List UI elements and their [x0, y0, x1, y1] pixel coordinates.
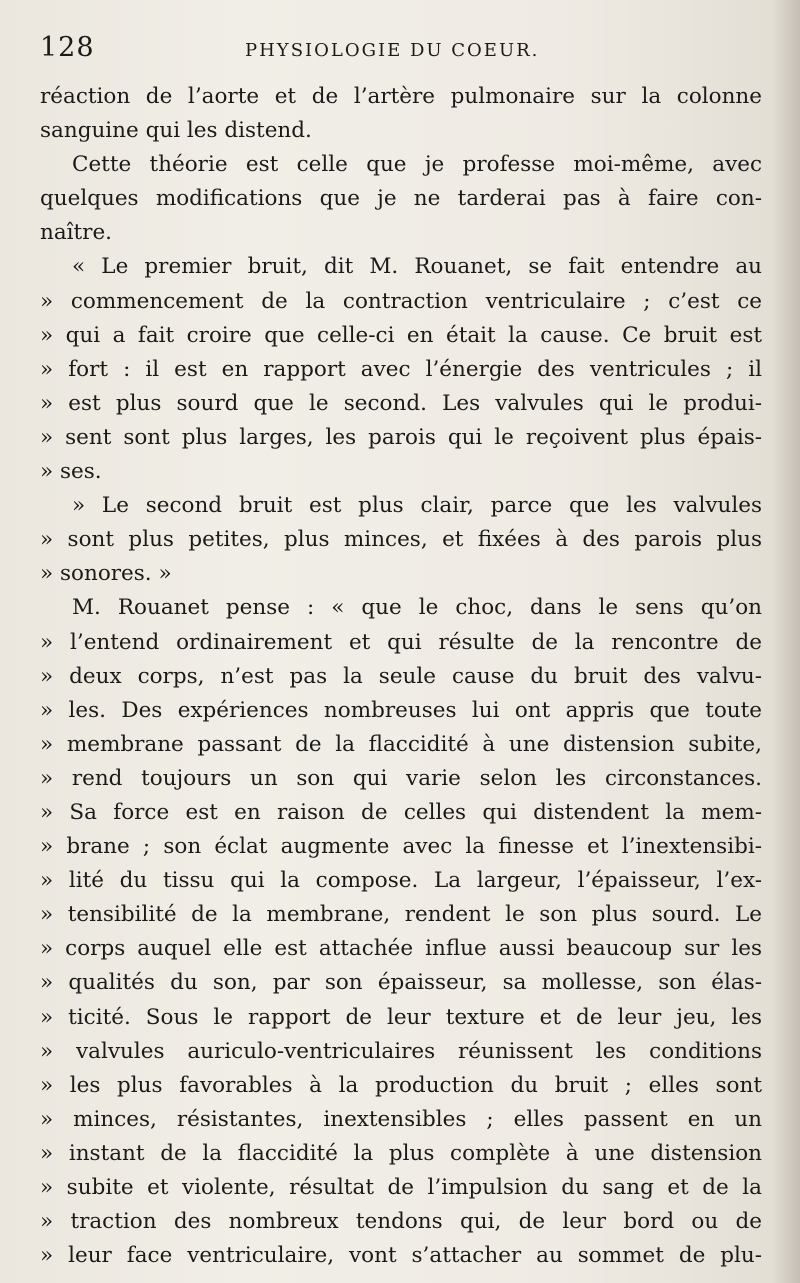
text-line: » les plus favorables à la production du bruit ; elles sont [40, 1072, 762, 1098]
text-line: » rend toujours un son qui varie selon les circonstances. [40, 765, 762, 791]
text-line: » subite et violente, résultat de l’impulsion du sang et de la [40, 1175, 762, 1200]
text-line: » sent sont plus larges, les parois qui le reçoivent plus épais- [40, 424, 762, 450]
running-title: PHYSIOLOGIE DU COEUR. [245, 40, 540, 61]
text-line: » Le second bruit est plus clair, parce que les valvules [72, 493, 762, 519]
text-line: M. Rouanet pense : « que le choc, dans le sens qu’on [72, 595, 762, 621]
text-line: quelques modifications que je ne tarderai pas à faire con- [40, 186, 762, 212]
text-line: » qualités du son, par son épaisseur, sa mollesse, son élas- [40, 970, 762, 996]
page-number: 128 [40, 32, 95, 63]
text-line: » tensibilité de la membrane, rendent le son plus sourd. Le [40, 902, 762, 928]
text-line: » brane ; son éclat augmente avec la finesse et l’inextensibi- [40, 834, 762, 860]
text-line: » instant de la flaccidité la plus complète à une distension [40, 1140, 762, 1166]
text-line: » lité du tissu qui la compose. La largeur, l’épaisseur, l’ex- [40, 868, 762, 894]
text-line: » l’entend ordinairement et qui résulte de la rencontre de [40, 629, 762, 655]
text-line: » est plus sourd que le second. Les valvules qui le produi- [40, 390, 762, 416]
text-line: » Sa force est en raison de celles qui distendent la mem- [40, 799, 762, 825]
text-line: » corps auquel elle est attachée influe aussi beaucoup sur les [40, 936, 762, 962]
text-line: » leur face ventriculaire, vont s’attacher au sommet de plu- [40, 1243, 762, 1269]
text-line: » ticité. Sous le rapport de leur texture et de leur jeu, les [40, 1004, 762, 1030]
page-edge-shadow [772, 0, 800, 1283]
text-line: » sonores. » [40, 561, 172, 587]
text-line: » qui a fait croire que celle-ci en était la cause. Ce bruit est [40, 322, 762, 348]
text-line: réaction de l’aorte et de l’artère pulmonaire sur la colonne [40, 84, 762, 109]
body-text [40, 80, 762, 1273]
text-line: Cette théorie est celle que je professe moi-même, avec [72, 152, 762, 178]
text-line: « Le premier bruit, dit M. Rouanet, se fait entendre au [72, 254, 762, 280]
page-header [40, 32, 760, 72]
text-line: » membrane passant de la flaccidité à une distension subite, [40, 731, 762, 757]
text-line: naître. [40, 220, 113, 246]
text-line: » ses. [40, 459, 102, 485]
text-line: » fort : il est en rapport avec l’énergie des ventricules ; il [40, 356, 762, 382]
text-line: » traction des nombreux tendons qui, de leur bord ou de [40, 1209, 762, 1235]
text-line: » deux corps, n’est pas la seule cause du bruit des valvu- [40, 663, 762, 689]
text-line: sanguine qui les distend. [40, 118, 312, 144]
text-line: » sont plus petites, plus minces, et fixées à des parois plus [40, 527, 762, 553]
text-line: » commencement de la contraction ventriculaire ; c’est ce [40, 288, 762, 314]
text-line: » minces, résistantes, inextensibles ; elles passent en un [40, 1106, 762, 1132]
text-line: » valvules auriculo-ventriculaires réunissent les conditions [40, 1038, 762, 1064]
text-line: » les. Des expériences nombreuses lui ont appris que toute [40, 697, 762, 723]
